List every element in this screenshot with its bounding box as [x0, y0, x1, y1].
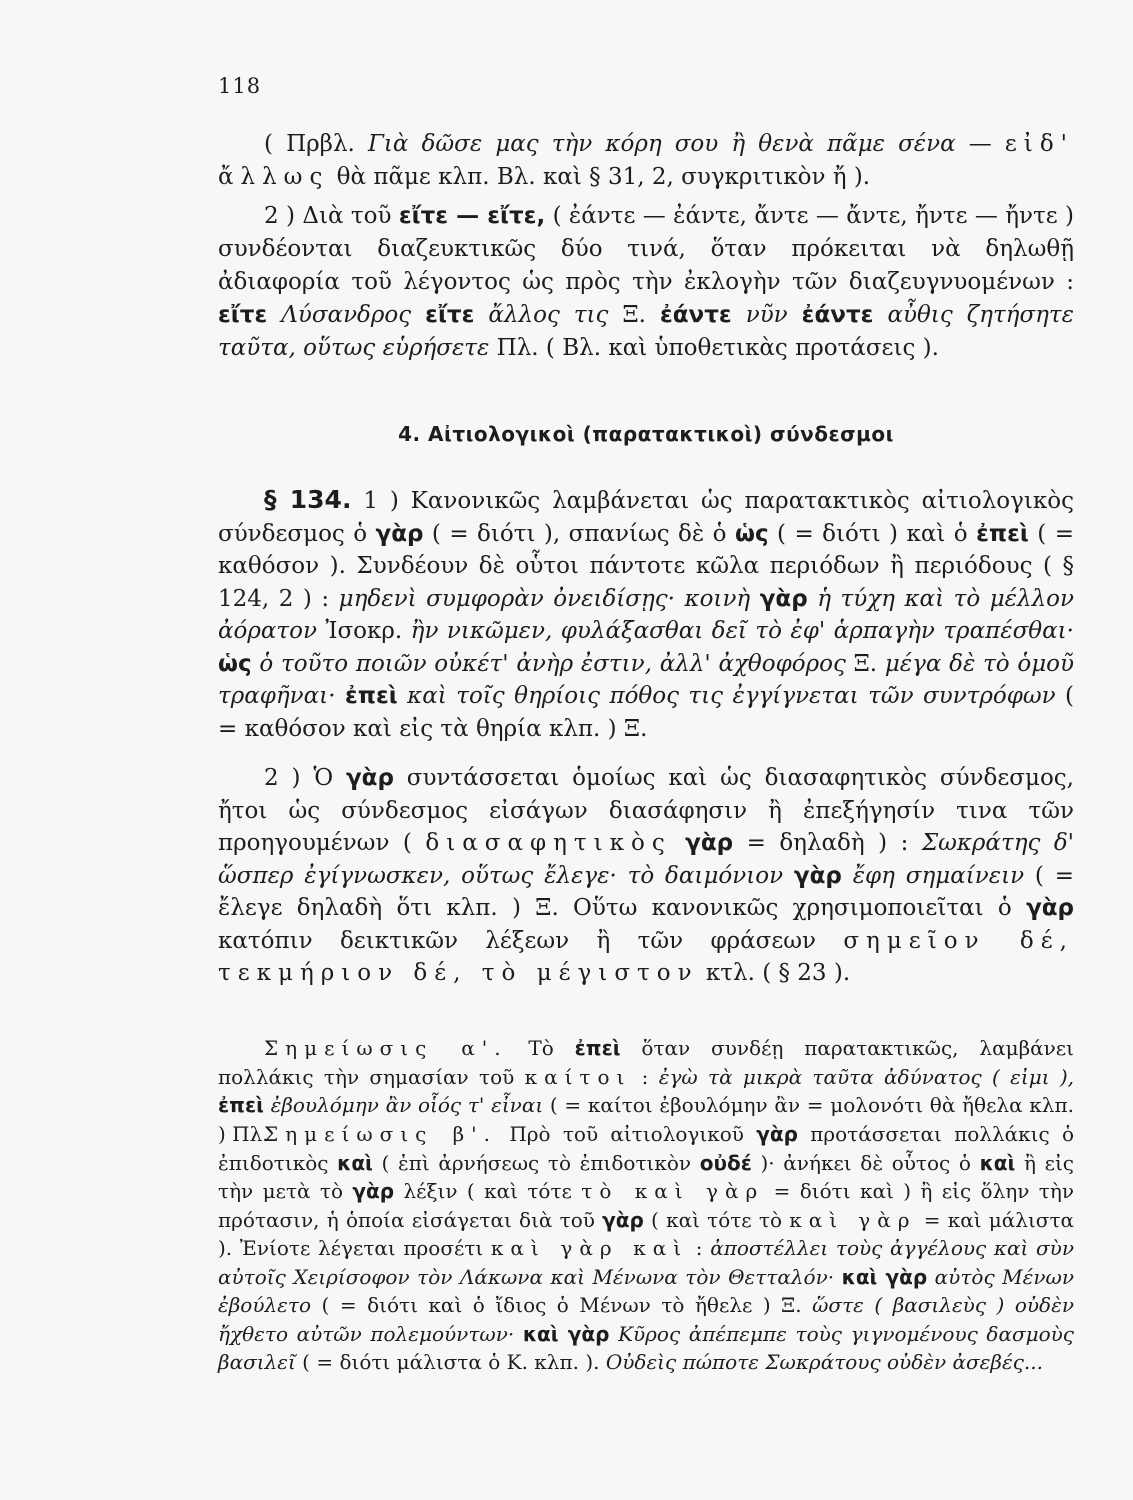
text-run	[788, 302, 802, 328]
text-run	[609, 1322, 618, 1346]
text-run	[783, 863, 794, 889]
italic-example: αὐτὸς Μένων ἐβούλετο	[218, 1264, 1074, 1317]
text-run	[267, 302, 281, 328]
text-run: = καὶ μάλιστα ). Ἐνίοτε λέγεται προσέτι	[218, 1207, 1075, 1260]
text-run: 2 ) Διὰ τοῦ	[264, 203, 399, 229]
bold-term: γὰρ	[793, 862, 842, 889]
text-run: συντάσσεται ὁμοίως καὶ ὡς διασαφητικὸς σύνδεσμος, ἤτοι ὡς σύνδεσμος εἰσάγων διασάφησιν ἢ ἐπεξήγησίν τινα τῶν προηγουμένων (	[218, 765, 1074, 856]
bold-term: ὡς	[218, 650, 252, 677]
text-run: ( = καθόσον ). Συνδέουν δὲ οὗτοι πάντοτε κῶλα περιόδων ἢ περιόδους ( § 124, 2 ) :	[218, 520, 1074, 612]
paragraph-section-134	[218, 484, 1074, 745]
bold-term: καὶ γὰρ	[522, 1321, 610, 1346]
text-run	[336, 683, 345, 709]
paragraph-eite-eite	[218, 200, 1074, 365]
bold-term: γὰρ	[756, 1122, 798, 1146]
text-run	[834, 1265, 842, 1289]
spaced-term: καὶ γὰρ	[789, 1207, 917, 1232]
italic-example: ἡ τύχη καὶ τὸ μέλλον ἀόρατον	[218, 585, 1074, 644]
note-beta	[218, 1120, 1074, 1377]
italic-example: Λύσανδρος	[281, 302, 412, 328]
bold-term: ἐπεὶ	[218, 1093, 264, 1117]
bold-term: γὰρ	[352, 1179, 395, 1203]
text-run: Ξ.	[845, 650, 885, 677]
spaced-term: σημεῖον δέ, τεκμήριον δέ, τὸ μέγιστον	[218, 927, 1074, 986]
text-run: Ἰσοκρ.	[317, 618, 411, 644]
text-run: ( Πρβλ.	[264, 131, 368, 157]
italic-example: μέγα δὲ τὸ ὁμοῦ τραφῆναι·	[218, 650, 1075, 709]
italic-example: Οὐδεὶς πώποτε Σωκράτους οὐδὲν ἀσεβές...	[605, 1350, 1043, 1374]
bold-term: γὰρ	[375, 520, 424, 547]
text-run: ( ἐπὶ ἀρνήσεως τὸ ἐπιδοτικὸν	[372, 1150, 700, 1175]
italic-example: Σωκράτης δ' ὥσπερ ἐγίγνωσκεν, οὕτως ἔλεγε· τὸ δαιμόνιον	[218, 830, 1074, 889]
spaced-term: καὶ γὰρ καὶ	[490, 1236, 689, 1260]
italic-example: ἔφη σημαίνειν	[852, 862, 1025, 889]
italic-example: καὶ τοῖς θηρίοις πόθος τις ἐγγίγνεται τῶν συντρόφων	[407, 683, 1056, 709]
text-run	[264, 1093, 271, 1117]
text-run	[411, 302, 425, 328]
italic-example: ἄλλος τις	[488, 302, 609, 328]
text-run	[514, 1322, 523, 1346]
bold-term: γὰρ	[1026, 895, 1074, 921]
text-run: προτάσσεται πολλάκις ὁ ἐπιδοτικὸς	[218, 1122, 1074, 1175]
text-run	[842, 863, 853, 889]
text-run: θὰ πᾶμε κλπ. Βλ. καὶ § 31, 2, συγκριτικὸν ἤ ).	[329, 164, 871, 190]
text-run: 2 ) Ὁ	[264, 765, 346, 791]
text-run: Ξ.	[608, 302, 660, 328]
italic-example: ἢν νικῶμεν, φυλάξασθαι δεῖ τὸ ἐφ' ἁρπαγὴν τραπέσθαι·	[410, 618, 1074, 644]
text-run: ( = διότι καὶ ὁ ἴδιος ὁ Μένων τὸ ἤθελε ) Ξ.	[311, 1293, 813, 1317]
italic-example: ἐγὼ τὰ μικρὰ ταῦτα ἀδύνατος ( εἰμι ),	[658, 1064, 1075, 1089]
bold-term: εἴτε	[218, 302, 268, 328]
text-run: ( = διότι μάλιστα ὁ Κ. κλπ. ).	[295, 1350, 606, 1374]
bold-term: γὰρ	[759, 585, 808, 612]
text-run: :	[688, 1236, 711, 1260]
bold-term: καὶ	[979, 1150, 1016, 1175]
bold-term: εἴτε — εἴτε,	[398, 203, 546, 229]
text-run: λέξιν ( καὶ τότε	[394, 1179, 582, 1203]
italic-example: ἀποστέλλει τοὺς ἀγγέλους καὶ σὺν αὐτοῖς Χειρίσοφον τὸν Λάκωνα καὶ Μένωνα τὸν Θετταλόν·	[218, 1236, 1074, 1289]
italic-example: μηδενὶ συμφορὰν ὀνειδίσῃς· κοινὴ	[338, 585, 751, 612]
text-run: ὅταν συνδέῃ παρατακτικῶς, λαμβάνει πολλάκις τὴν σημασίαν τοῦ	[218, 1036, 1075, 1089]
text-run: Πρὸ τοῦ αἰτιολογικοῦ	[497, 1122, 757, 1146]
bold-term: ἐάντε	[659, 302, 732, 328]
text-run: Πλ. ( Βλ. καὶ ὑποθετικὰς προτάσεις ).	[489, 335, 939, 361]
text-run: ( καὶ τότε τὸ	[643, 1207, 790, 1232]
italic-example: Γιὰ δῶσε μας τὴν κόρη σου ἢ θενὰ πᾶμε σένα	[367, 131, 956, 157]
text-run: ( = διότι ) καὶ ὁ	[768, 520, 977, 547]
italic-example: Κῦρος ἀπέπεμπε τοὺς γιγνομένους δασμοὺς βασιλεῖ	[218, 1321, 1075, 1374]
bold-term: καὶ γὰρ	[841, 1264, 928, 1289]
text-run	[750, 586, 760, 612]
section-heading: 4. Αἰτιολογικοὶ (παρατακτικοὶ) σύνδεσμοι	[398, 422, 894, 446]
spaced-term: εἰδ' ἄλλως	[218, 131, 1074, 190]
spaced-term: τὸ καὶ γὰρ	[581, 1179, 765, 1203]
bold-term: ἐπεὶ	[976, 520, 1029, 547]
text-run: ( = διότι ), σπανίως δὲ ὁ	[423, 520, 735, 547]
text-run	[672, 830, 685, 856]
bold-term: ἐπεὶ	[574, 1036, 621, 1060]
text-run	[474, 302, 488, 328]
spaced-term: διασαφητικὸς	[425, 830, 672, 856]
bold-term: γὰρ	[685, 830, 734, 856]
page-number: 118	[218, 74, 262, 98]
bold-term: ἐάντε	[801, 302, 874, 328]
text-run: κτλ. ( § 23 ).	[698, 960, 851, 986]
text-run	[927, 1265, 935, 1289]
text-run: = δηλαδὴ ) :	[733, 830, 922, 856]
text-run	[398, 683, 407, 709]
spaced-term: Σημείωσις β'.	[264, 1122, 498, 1146]
section-number: § 134.	[264, 485, 352, 514]
text-run	[873, 302, 887, 328]
text-run: :	[631, 1064, 659, 1089]
text-run: Τὸ	[507, 1036, 575, 1060]
bold-term: καὶ	[337, 1150, 373, 1175]
bold-term: γὰρ	[602, 1207, 644, 1232]
paragraph-comparison-note	[218, 128, 1074, 194]
spaced-term: καίτοι	[524, 1064, 632, 1089]
text-run: ( = καθόσον καὶ εἰς τὰ θηρία κλπ. ) Ξ.	[218, 683, 1074, 742]
spaced-term: Σημείωσις α'.	[264, 1036, 508, 1060]
bold-term: ἐπεὶ	[344, 683, 398, 709]
italic-example: αὖθις ζητήσητε ταῦτα, οὕτως εὑρήσετε	[218, 302, 1074, 361]
text-run: ( = ἔλεγε δηλαδὴ ὅτι κλπ. ) Ξ. Οὕτω κανονικῶς χρησιμοποιεῖται ὁ	[218, 862, 1074, 921]
italic-example: ὥστε ( βασιλεὺς ) οὐδὲν ἤχθετο αὐτῶν πολεμούντων·	[218, 1293, 1074, 1346]
text-run: ( = καίτοι ἐβουλόμην ἂν = μολονότι θὰ ἤθελα κλπ. ) Πλ.	[218, 1093, 1074, 1146]
bold-term: οὐδέ	[699, 1150, 752, 1175]
text-run: = διότι καὶ ) ἢ εἰς ὅλην τὴν πρότασιν, ἡ ὁποία εἰσάγεται διὰ τοῦ	[218, 1179, 1075, 1232]
paragraph-diasafitikos	[218, 762, 1074, 990]
text-run	[808, 586, 818, 612]
text-run: 1 ) Κανονικῶς λαμβάνεται ὡς παρατακτικὸς αἰτιολογικὸς σύνδεσμος ὁ	[218, 488, 1075, 547]
bold-term: γὰρ	[345, 765, 394, 791]
text-run: κατόπιν δεικτικῶν λέξεων ἢ τῶν φράσεων	[218, 927, 844, 954]
italic-example: νῦν	[745, 302, 788, 328]
bold-term: εἴτε	[425, 302, 475, 328]
text-run: ( ἐάντε — ἐάντε, ἄντε — ἄντε, ἤντε — ἤντε ) συνδέονται διαζευκτικῶς δύο τινά, ὅταν πρόκειται νὰ δηλωθῇ ἀδιαφορία τοῦ λέγοντος ὡς πρὸς τὴν ἐκλογὴν τῶν διαζευγνυομένων :	[218, 203, 1074, 295]
text-run: )· ἀνήκει δὲ οὗτος ὁ	[751, 1150, 980, 1175]
text-run	[732, 302, 746, 328]
text-run: ἢ εἰς τὴν μετὰ τὸ	[218, 1150, 1074, 1203]
text-run: —	[955, 131, 1005, 157]
italic-example: ἐβουλόμην ἂν οἷός τ' εἶναι	[270, 1093, 544, 1117]
bold-term: ὡς	[734, 520, 769, 547]
italic-example: ὁ τοῦτο ποιῶν οὐκέτ' ἀνὴρ ἐστιν, ἀλλ' ἀχθοφόρος	[259, 650, 846, 677]
